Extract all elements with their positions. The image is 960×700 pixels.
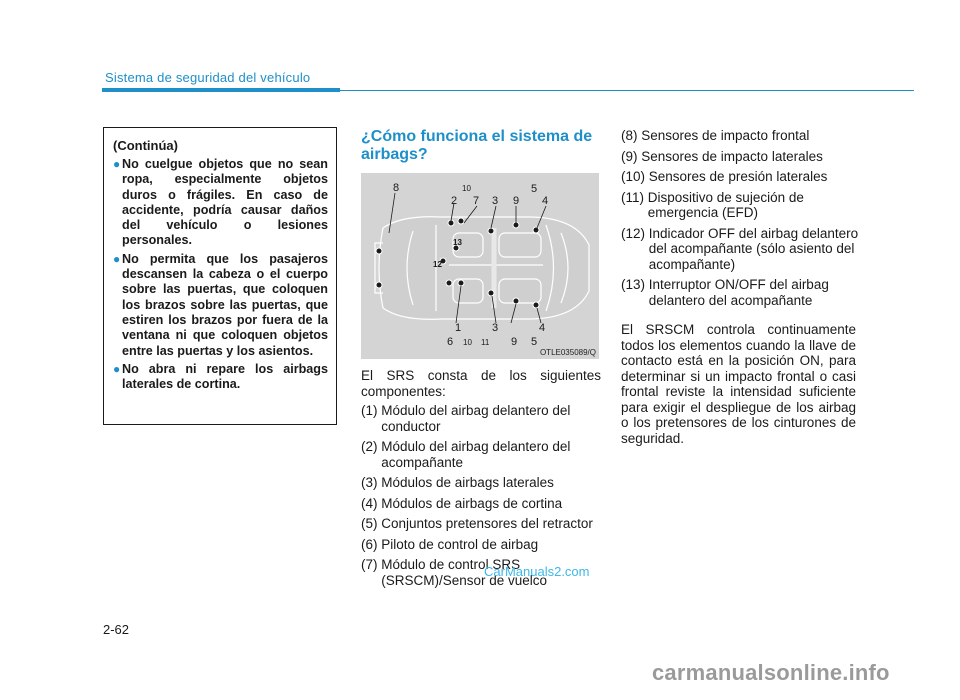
item-text: Módulo del airbag delantero del acompañante: [381, 439, 571, 470]
main-heading-block: [361, 128, 601, 164]
srscm-description: El SRSCM controla continuamente todos los elementos cuando la llave de contacto está en la posición ON, para determinar si un impacto frontal o casi frontal reviste la intensidad suficiente para exigir el despliegue de los airbag o los pretensores de los cinturones de seguridad.: [621, 322, 856, 446]
item-number: (5): [361, 516, 382, 531]
bullet-icon: ●: [113, 361, 121, 376]
caution-heading: (Continúa): [113, 138, 178, 153]
item-text: Dispositivo de sujeción de emergencia (EFD): [647, 189, 804, 220]
callout-label: 13: [453, 238, 462, 247]
item-number: (9): [621, 148, 642, 164]
list-item: [361, 537, 606, 553]
callout-label: 3: [492, 195, 499, 207]
section-title: Sistema de seguridad del vehículo: [105, 70, 311, 85]
item-text: Sensores de impacto laterales: [641, 148, 823, 164]
item-text: Módulos de airbags laterales: [381, 475, 554, 490]
item-text: Módulo del airbag delantero del conductor: [381, 403, 571, 434]
callout-label: 12: [433, 260, 442, 269]
list-item: [361, 439, 606, 470]
list-item: [621, 226, 861, 273]
item-text: Interruptor ON/OFF del airbag delantero del acompañante: [648, 277, 829, 308]
figure-code: OTLE035089/Q: [539, 348, 596, 357]
car-topview-illustration: [361, 173, 599, 359]
list-item: [621, 149, 861, 165]
item-text: Módulo de control SRS (SRSCM)/Sensor de vuelco: [381, 557, 548, 588]
item-number: (11): [621, 189, 648, 205]
callout-label: 3: [492, 322, 499, 334]
item-text: Indicador OFF del airbag delantero del acompañante (sólo asiento del acompañante): [648, 225, 859, 272]
caution-item: [113, 252, 328, 359]
component-list-part2: [621, 128, 861, 313]
item-number: (1): [361, 403, 382, 418]
caution-item-text: No permita que los pasajeros descansen la cabeza o el cuerpo sobre las puertas, que coloquen los brazos sobre las puertas, que estiren los brazos por fuera de la ventana ni que coloquen objetos entre las puertas y los asientos.: [122, 251, 328, 358]
callout-label: 5: [531, 336, 538, 348]
callout-label: 10: [462, 184, 471, 193]
caution-item-text: No cuelgue objetos que no sean ropa, especialmente objetos duros o frágiles. En caso de accidente, podría causar daños del vehículo o lesiones personales.: [122, 157, 328, 248]
caution-list: [113, 157, 328, 392]
item-number: (2): [361, 439, 382, 454]
item-number: (10): [621, 169, 649, 184]
airbag-diagram: [361, 173, 599, 359]
caution-box: [103, 127, 337, 425]
item-text: Sensores de impacto frontal: [641, 128, 810, 143]
caution-item: [113, 362, 328, 393]
main-heading: ¿Cómo funciona el sistema de airbags?: [361, 128, 593, 163]
watermark-small: CarManuals2.com: [484, 564, 590, 579]
callout-label: 9: [513, 195, 520, 207]
list-item: [361, 403, 606, 434]
item-number: (6): [361, 536, 382, 552]
list-item: [361, 496, 606, 512]
list-item: [621, 128, 861, 144]
callout-label: 4: [539, 322, 546, 334]
watermark-large: carmanualsonline.info: [652, 660, 890, 685]
callout-label: 11: [481, 338, 490, 347]
item-number: (12): [621, 225, 649, 241]
item-number: (8): [621, 128, 642, 143]
callout-label: 2: [451, 195, 458, 207]
callout-label: 9: [511, 336, 518, 348]
list-item: [621, 190, 861, 221]
callout-label: 7: [473, 195, 480, 207]
item-text: Módulos de airbags de cortina: [381, 495, 563, 511]
callout-label: 8: [393, 182, 400, 194]
item-number: (13): [621, 277, 649, 292]
callout-label: 10: [463, 338, 472, 347]
item-text: Piloto de control de airbag: [381, 536, 539, 552]
item-text: Conjuntos pretensores del retractor: [381, 516, 593, 531]
item-number: (4): [361, 495, 382, 511]
bullet-icon: ●: [113, 251, 121, 266]
caution-item-text: No abra ni repare los airbags laterales de cortina.: [122, 361, 328, 392]
intro-text: El SRS consta de los siguientes componentes:: [361, 368, 601, 399]
item-text: Sensores de presión laterales: [648, 169, 828, 184]
bullet-icon: ●: [113, 157, 121, 171]
callout-label: 4: [542, 195, 549, 207]
list-item: [621, 169, 861, 185]
header-rule-thin: [340, 90, 914, 91]
caution-item: [113, 157, 328, 249]
item-number: (7): [361, 557, 382, 572]
callout-label: 1: [455, 322, 462, 334]
list-item: [361, 516, 606, 532]
list-item: [621, 277, 861, 308]
item-number: (3): [361, 475, 382, 490]
list-item: [361, 475, 606, 491]
page-number: 2-62: [103, 622, 130, 637]
callout-label: 5: [531, 183, 538, 195]
callout-label: 6: [447, 336, 454, 348]
header-rule-thick: [102, 88, 340, 92]
